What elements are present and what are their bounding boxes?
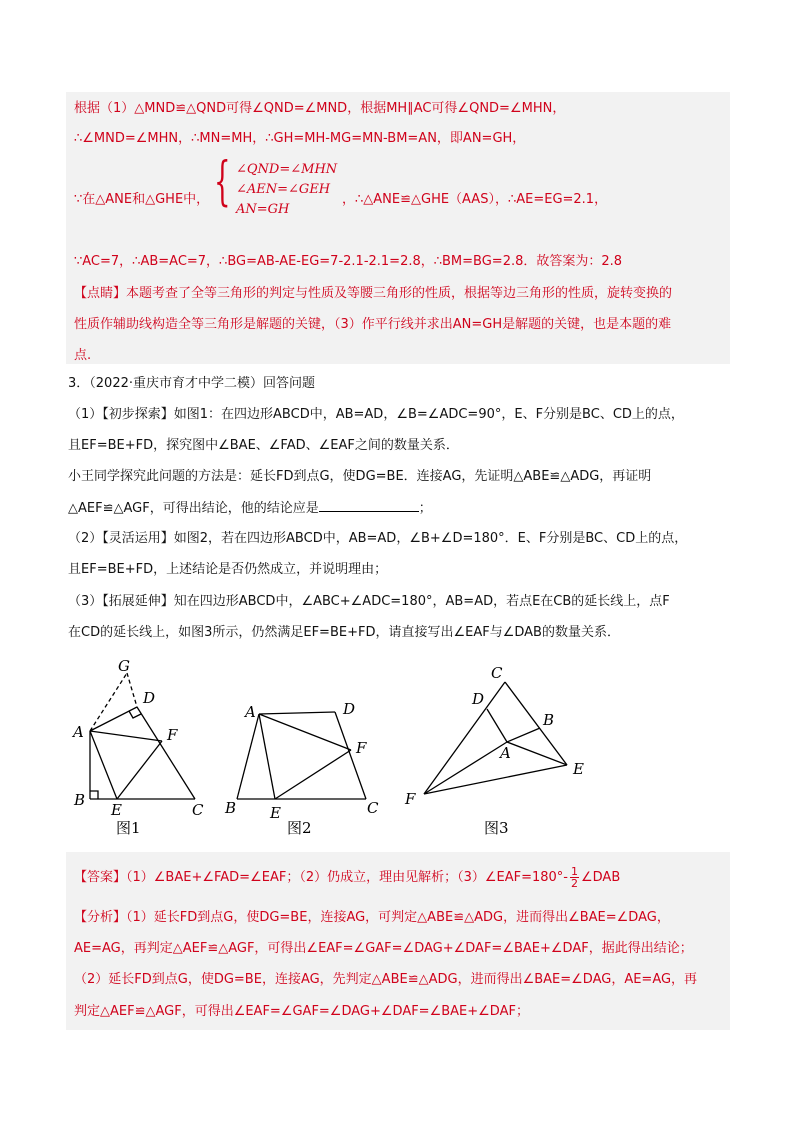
fig2-label-B: B: [225, 799, 237, 817]
problem-part1-d: [68, 499, 432, 518]
fig1-label-G: G: [118, 657, 130, 675]
fig1-label-D: D: [143, 689, 156, 707]
answer-prefix: 【答案】（1）∠BAE+∠FAD=∠EAF；（2）仍成立，理由见解析；（3）∠EAF=180°-: [74, 870, 568, 885]
condition-2: ∠AEN=∠GEH: [236, 182, 331, 197]
problem-part3-b: 在CD的延长线上，如图3所示，仍然满足EF=BE+FD，请直接写出∠EAF与∠DAB的数量关系．: [68, 625, 620, 640]
problem-part1-d-prefix: △AEF≌△AGF，可得出结论，他的结论应是: [68, 501, 319, 516]
comment-line-3: 点.: [74, 348, 92, 363]
fig3-label-C: C: [491, 664, 503, 682]
answer-line: [74, 866, 620, 889]
problem-header: 3．（2022·重庆市育才中学二模）回答问题: [68, 376, 315, 391]
figure-3: [424, 682, 567, 794]
fig3-label-A: A: [500, 744, 511, 762]
fig1-caption: 图1: [116, 819, 141, 837]
analysis-line-3: （2）延长FD到点G，使DG=BE，连接AG，先判定△ABE≌△ADG，进而得出∠BAE=∠DAG，AE=AG，再: [74, 972, 698, 987]
fig1-label-E: E: [111, 801, 122, 819]
answer-suffix: ∠DAB: [581, 870, 621, 885]
solution-line-3-prefix: ∵在△ANE和△GHE中，: [74, 192, 210, 207]
fig1-label-A: A: [73, 723, 84, 741]
solution-line-1: 根据（1）△MND≌△QND可得∠QND=∠MND，根据MH∥AC可得∠QND=∠MHN，: [74, 101, 566, 116]
analysis-line-1: 【分析】（1）延长FD到点G，使DG=BE，连接AG，可判定△ABE≌△ADG，进而得出∠BAE=∠DAG，: [74, 910, 670, 925]
fig1-label-F: F: [167, 726, 178, 744]
figure-2: [237, 712, 366, 799]
fig3-label-F: F: [405, 790, 416, 808]
fig2-label-C: C: [367, 799, 379, 817]
fig1-label-B: B: [74, 791, 86, 809]
solution-line-2: ∴∠MND=∠MHN，∴MN=MH，∴GH=MH-MG=MN-BM=AN，即AN=GH，: [74, 131, 526, 146]
system-brace: {: [214, 152, 231, 212]
fig3-label-E: E: [573, 760, 584, 778]
answer-fraction: [570, 866, 579, 889]
fig3-caption: 图3: [484, 819, 509, 837]
fig2-label-D: D: [343, 700, 356, 718]
fig2-label-E: E: [270, 804, 281, 822]
condition-3: AN=GH: [236, 202, 290, 217]
comment-line-2: 性质作辅助线构造全等三角形是解题的关键，（3）作平行线并求出AN=GH是解题的关键，也是本题的难: [74, 317, 672, 332]
problem-part2-a: （2）【灵活运用】如图2，若在四边形ABCD中，AB=AD，∠B+∠D=180°．E、F分别是BC、CD上的点，: [68, 531, 688, 546]
answer-blank[interactable]: [319, 499, 419, 512]
fig2-label-F: F: [356, 739, 367, 757]
problem-part1-b: 且EF=BE+FD，探究图中∠BAE、∠FAD、∠EAF之间的数量关系．: [68, 438, 459, 453]
comment-line-1: 【点睛】本题考查了全等三角形的判定与性质及等腰三角形的性质，根据等边三角形的性质，旋转变换的: [74, 286, 673, 301]
analysis-line-4: 判定△AEF≌△AGF，可得出∠EAF=∠GAF=∠DAG+∠DAF=∠BAE+∠DAF；: [74, 1004, 529, 1019]
fig1-label-C: C: [192, 801, 204, 819]
congruence-conditions: [236, 160, 337, 220]
problem-part1-c: 小王同学探究此问题的方法是：延长FD到点G，使DG=BE．连接AG，先证明△ABE≌△ADG，再证明: [68, 469, 652, 484]
condition-1: ∠QND=∠MHN: [236, 162, 338, 177]
figure-3-labels: [404, 664, 584, 808]
problem-part2-b: 且EF=BE+FD，上述结论是否仍然成立，并说明理由；: [68, 562, 388, 577]
fig2-caption: 图2: [287, 819, 312, 837]
problem-part1-d-suffix: ；: [418, 501, 432, 516]
fraction-numerator: 1: [571, 865, 578, 878]
fig3-label-B: B: [543, 711, 555, 729]
fraction-denominator: 2: [571, 877, 578, 890]
solution-line-3-suffix: ，∴△ANE≌△GHE（AAS），∴AE=EG=2.1，: [342, 192, 608, 207]
solution-line-4: ∵AC=7，∴AB=AC=7，∴BG=AB-AE-EG=7-2.1-2.1=2.8，∴BM=BG=2.8．故答案为：2.8: [74, 254, 623, 269]
fig3-label-D: D: [472, 690, 485, 708]
problem-part1-a: （1）【初步探索】如图1：在四边形ABCD中，AB=AD，∠B=∠ADC=90°，E、F分别是BC、CD上的点，: [68, 407, 684, 422]
problem-part3-a: （3）【拓展延伸】知在四边形ABCD中，∠ABC+∠ADC=180°，AB=AD，若点E在CB的延长线上，点F: [68, 594, 670, 609]
fig2-label-A: A: [245, 703, 256, 721]
analysis-line-2: AE=AG，再判定△AEF≌△AGF，可得出∠EAF=∠GAF=∠DAG+∠DAF=∠BAE+∠DAF，据此得出结论；: [74, 941, 693, 956]
